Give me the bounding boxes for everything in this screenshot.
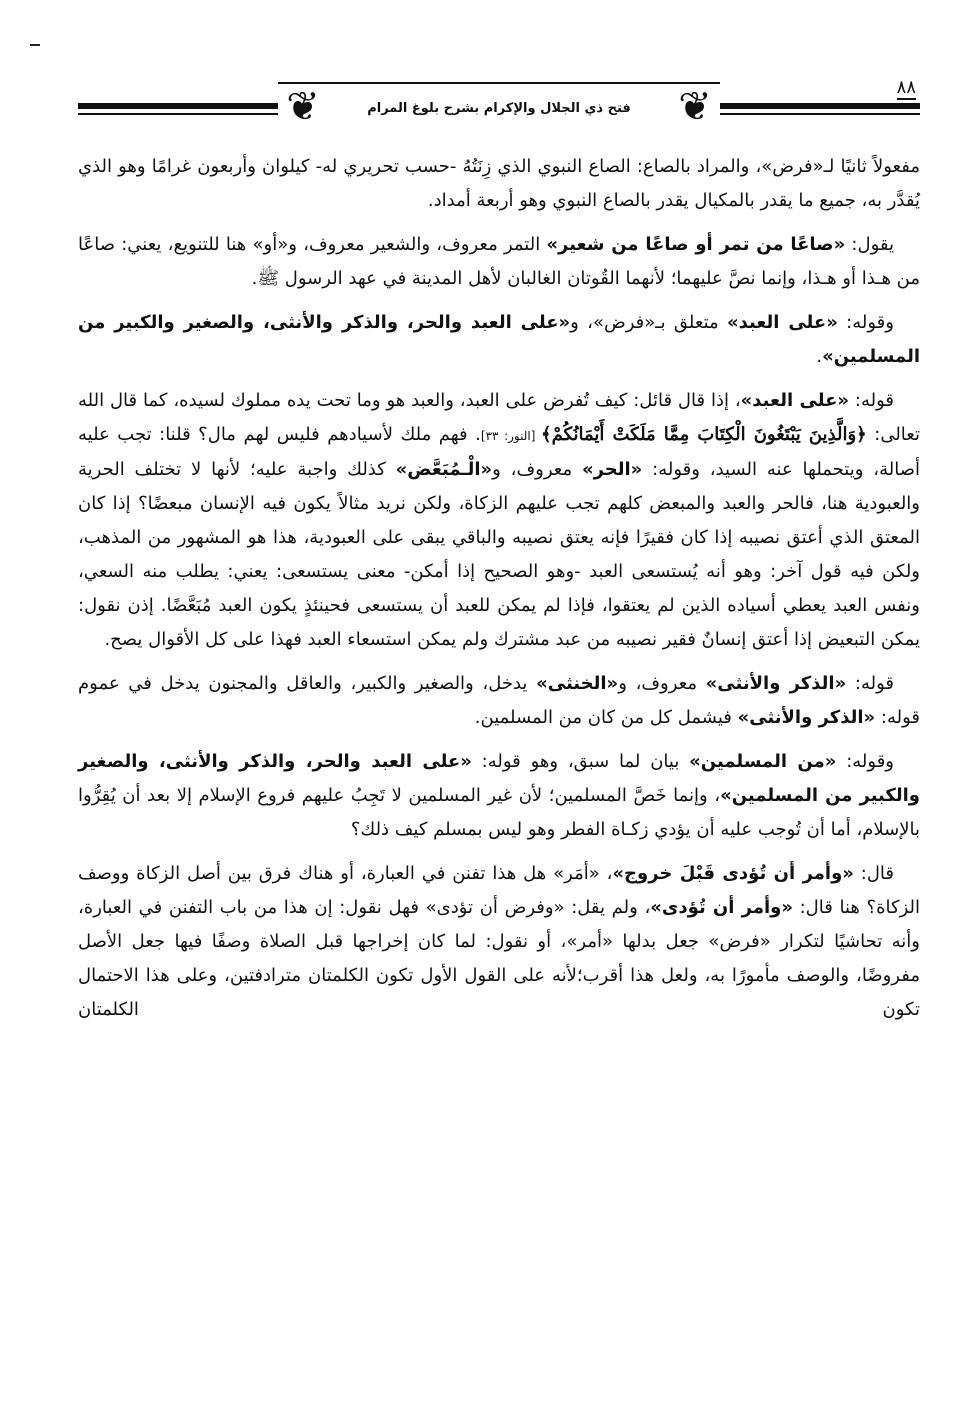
- header-rule-top: [278, 82, 720, 84]
- quoted-hadith-text: «على العبد والحر، والذكر والأنثى، والصغير والكبير من المسلمين»: [78, 312, 920, 367]
- quoted-hadith-text: «الذكر والأنثى»: [737, 707, 876, 728]
- body-text: [78, 150, 920, 1037]
- header-rule-left-thin: [78, 113, 278, 115]
- quran-verse: ﴿وَالَّذِينَ يَبْتَغُونَ الْكِتَابَ مِمَّا مَلَكَتْ أَيْمَانُكُمْ﴾: [541, 424, 867, 445]
- text-run: ، «أمَر» هل هذا تفنن في العبارة، أو هناك فرق بين أصل الزكاة ووصف الزكاة؟ هنا قال:: [78, 863, 920, 918]
- text-run: قوله:: [849, 390, 894, 411]
- quoted-hadith-text: «الخنثى»: [536, 673, 619, 694]
- text-run: وقوله:: [836, 751, 894, 772]
- quoted-hadith-text: «على العبد»: [727, 312, 838, 333]
- page-number: ٨٨: [896, 77, 916, 98]
- text-run: مفعولاً ثانيًا لـ«فرض»، والمراد بالصاع: الصاع النبوي الذي زِنَتُهُ -حسب تحريري له- كيلوان وأربعون غرامًا وهو الذي يُقدَّر به، جميع ما يقدر بالمكيال يقدر بالصاع النبوي وهو أربعة أمداد.: [78, 156, 920, 211]
- book-title: فتح ذي الجلال والإكرام بشرح بلوغ المرام: [367, 101, 631, 116]
- verse-reference: [النور: ٣٣]: [480, 429, 542, 443]
- quoted-hadith-text: «على العبد والحر، والذكر والأنثى، والصغير والكبير من المسلمين»: [78, 751, 920, 806]
- quoted-hadith-text: «على العبد»: [740, 390, 850, 411]
- quoted-hadith-text: «الذكر والأنثى»: [705, 673, 847, 694]
- text-run: وقوله:: [837, 312, 894, 333]
- text-run: .: [816, 346, 823, 367]
- text-run: متعلق بـ«فرض»، و: [570, 312, 727, 333]
- text-run: فيشمل كل من كان من المسلمين.: [474, 707, 738, 728]
- text-run: معروف، و: [618, 673, 706, 694]
- text-run: التمر معروف، والشعير معروف، و«أو» هنا للتنويع، يعني: صاعًا من هـذا أو هـذا، وإنما نصَّ عليهما؛ لأنهما القُوتان الغالبان لأهل المدينة في عهد الرسول ﷺ.: [78, 234, 920, 289]
- header-rule-left: [78, 103, 278, 109]
- quoted-hadith-text: «صاعًا من تمر أو صاعًا من شعير»: [546, 234, 846, 255]
- text-run: قال:: [853, 863, 895, 884]
- quoted-hadith-text: «من المسلمين»: [689, 751, 837, 772]
- text-run: يدخل، والصغير والكبير، والعاقل والمجنون يدخل في عموم قوله:: [78, 673, 920, 728]
- text-run: قوله:: [846, 673, 894, 694]
- text-run: بيان لما سبق، وهو قوله:: [471, 751, 690, 772]
- ornament-left-icon: ❦: [286, 84, 320, 130]
- paragraph: [78, 667, 920, 735]
- ornament-right-icon: ❦: [678, 84, 712, 130]
- header-rule-right: [720, 103, 920, 109]
- quoted-hadith-text: «الْـمُبَعَّض»: [395, 459, 493, 480]
- quoted-hadith-text: «وأمر أن تُؤدى قَبْلَ خروج»: [612, 863, 854, 884]
- text-run: يقول:: [845, 234, 894, 255]
- paragraph: [78, 150, 920, 218]
- header-rule-right-thin: [720, 113, 920, 115]
- paragraph: [78, 384, 920, 657]
- paragraph: [78, 306, 920, 374]
- quoted-hadith-text: «الحر»: [581, 459, 643, 480]
- paragraph: [78, 857, 920, 1027]
- text-run: . فهم ملك لأسيادهم فليس لهم مال؟ قلنا: تجب عليه أصالة، ويتحملها عنه السيد، وقوله:: [78, 424, 920, 480]
- quoted-hadith-text: «وأمر أن تُؤدى»: [650, 897, 793, 918]
- page-header: [78, 76, 920, 136]
- paragraph: [78, 228, 920, 296]
- paragraph: [78, 745, 920, 847]
- scan-mark: [30, 44, 40, 46]
- text-run: معروف، و: [492, 459, 582, 480]
- text-run: ، إذا قال قائل: كيف تُفرض على العبد، والعبد هو وما تحت يده مملوك لسيده، كما قال الله تعالى:: [78, 390, 920, 445]
- text-run: كذلك واجبة عليه؛ لأنها لا تختلف الحرية والعبودية هنا، فالحر والعبد والمبعض كلهم تجب عليهم الزكاة، ولكن نريد مثالاً يكون فيه الإنسان مبعضًا؟ إذا كان المعتق الذي أعتق نصيبه إذا كان فقيرًا فإنه يعتق نصيبه والباقي يبقى على العبودية، هذا هو المشهور من المذهب، ولكن فيه قول آخر: وهو أنه يُستسعى العبد -وهو الصحيح إذا أمكن- معنى يستسعى: يعني: يطلب منه السعي، ونفس العبد يعطي أسياده الذين لم يعتقوا، فإذا لم يمكن للعبد أن يستسعى فحينئذٍ يكون العبد مُبَعَّضًا. إذن نقول: يمكن التبعيض إذا أعتق إنسانٌ فقير نصيبه من عبد مشترك ولم يمكن استسعاء العبد فهذا على كل الأقوال يصح.: [78, 459, 920, 650]
- text-run: ، وإنما خَصَّ المسلمين؛ لأن غير المسلمين لا تَجِبُ عليهم فروع الإسلام إلا بعد أن يُقِرُّوا بالإسلام، أما أن تُوجب عليه أن يؤدي زكـاة الفطر وهو ليس بمسلم كيف ذلك؟: [78, 785, 920, 840]
- text-run: ، ولم يقل: «وفرض أن تؤدى» فهل نقول: إن هذا من باب التفنن في العبارة، وأنه تحاشيًا لتكرار «فرض» جعل بدلها «أمر»، أو نقول: لما كان إخراجها قبل الصلاة وصفًا فيها جعل الأصل مفروضًا، والوصف مأمورًا به، ولعل هذا أقرب؛لأنه على القول الأول تكون الكلمتان مترادفتين، وعلى هذا الاحتمال تكون الكلمتان: [78, 897, 920, 1020]
